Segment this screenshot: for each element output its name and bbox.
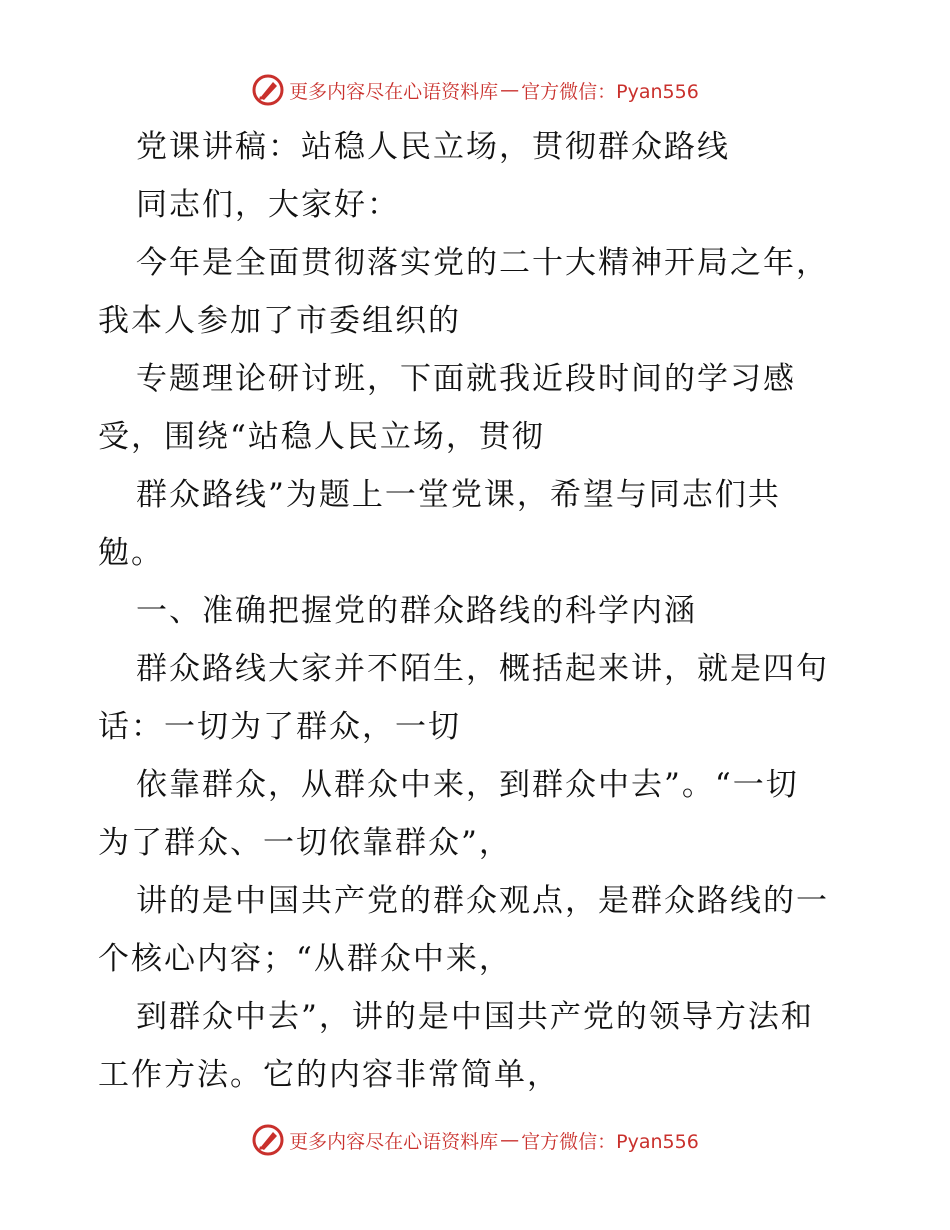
watermark-contact: 官方微信：Pyan556 <box>521 80 699 103</box>
paragraph-line: 我本人参加了市委组织的 <box>98 303 461 339</box>
paragraph-line: 受，围绕“站稳人民立场，贯彻 <box>98 419 545 455</box>
paragraph-line: 为了群众、一切依靠群众”， <box>98 825 512 861</box>
watermark-separator: — <box>500 79 520 101</box>
section-heading: 一、准确把握党的群众路线的科学内涵 <box>136 593 697 629</box>
paragraph-line: 到群众中去”，讲的是中国共产党的领导方法和 <box>136 999 814 1035</box>
paragraph-line: 工作方法。它的内容非常简单， <box>98 1057 560 1093</box>
paragraph-line: 勉。 <box>98 535 164 571</box>
document-body <box>98 118 858 1104</box>
paragraph-line: 群众路线”为题上一堂党课，希望与同志们共 <box>136 477 781 513</box>
paragraph-line: 同志们，大家好： <box>136 187 400 223</box>
footer-watermark <box>0 1120 950 1160</box>
watermark-brand: 更多内容尽在心语资料库 <box>289 80 499 103</box>
pen-nib-icon <box>251 73 285 107</box>
header-watermark <box>0 70 950 110</box>
watermark-contact: 官方微信：Pyan556 <box>521 1130 699 1153</box>
paragraph-line: 群众路线大家并不陌生，概括起来讲，就是四句 <box>136 651 829 687</box>
paragraph-line: 今年是全面贯彻落实党的二十大精神开局之年， <box>136 245 829 281</box>
paragraph-line: 依靠群众，从群众中来，到群众中去”。“一切 <box>136 767 799 803</box>
pen-nib-icon <box>251 1123 285 1157</box>
document-title: 党课讲稿：站稳人民立场，贯彻群众路线 <box>136 129 730 165</box>
paragraph-line: 个核心内容；“从群众中来， <box>98 941 512 977</box>
paragraph-line: 话：一切为了群众，一切 <box>98 709 461 745</box>
paragraph-line: 专题理论研讨班，下面就我近段时间的学习感 <box>136 361 796 397</box>
paragraph-line: 讲的是中国共产党的群众观点，是群众路线的一 <box>136 883 829 919</box>
watermark-separator: — <box>500 1129 520 1151</box>
watermark-brand: 更多内容尽在心语资料库 <box>289 1130 499 1153</box>
